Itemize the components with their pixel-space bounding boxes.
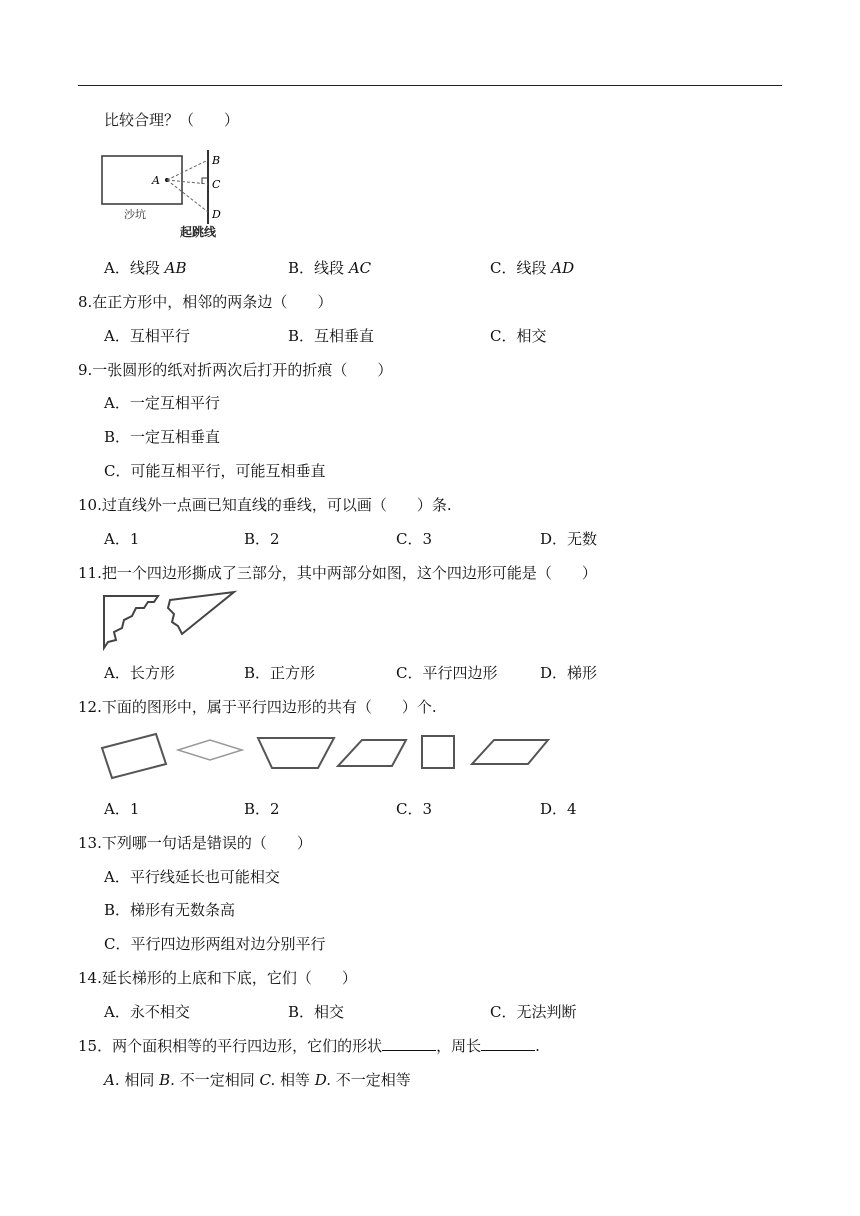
q15-options: A. 相同 B. 不一定相同 C. 相等 D. 不一定相等 [104,1071,411,1089]
shape-square [422,736,454,768]
q7-option-a: A．线段 AB [104,259,187,277]
q7-figure [98,148,228,240]
q8-option-c: C．相交 [490,327,547,345]
header-rule [78,85,782,86]
q15-blank-shape [382,1036,436,1051]
line-label: 起跳线 [180,225,217,239]
q9-stem: 9.一张圆形的纸对折两次后打开的折痕（ ） [78,361,393,379]
q14-option-b: B．相交 [288,1003,345,1021]
q7-stem: 比较合理？（ ） [104,111,240,129]
q11-stem: 11.把一个四边形撕成了三部分，其中两部分如图，这个四边形可能是（ ） [78,564,597,582]
q14-option-c: C．无法判断 [490,1003,577,1021]
q11-option-c: C．平行四边形 [396,664,498,682]
q12-option-c: C．3 [396,800,433,818]
q8-option-a: A．互相平行 [104,327,190,345]
label-c: C [212,178,221,191]
torn-piece-left [104,596,158,648]
q13-stem: 13.下列哪一句话是错误的（ ） [78,834,312,852]
q11-option-d: D．梯形 [540,664,598,682]
q13-option-c: C．平行四边形两组对边分别平行 [104,935,326,953]
q10-option-c: C．3 [396,530,433,548]
q10-option-d: D．无数 [540,530,598,548]
segment-ab [167,160,208,180]
q12-option-d: D．4 [540,800,577,818]
shape-rhombus [178,740,242,760]
segment-ad [167,180,208,212]
shape-trapezoid [258,738,334,768]
q11-figure [100,588,240,652]
q10-option-b: B．2 [244,530,280,548]
label-b: B [212,154,221,167]
shape-parallelogram-2 [472,740,548,764]
q10-option-a: A．1 [104,530,140,548]
torn-piece-right [168,592,234,634]
q9-option-c: C．可能互相平行，可能互相垂直 [104,462,326,480]
shape-tilted-rectangle [102,734,166,778]
q14-option-a: A．永不相交 [104,1003,190,1021]
q15-blank-perimeter [481,1036,535,1051]
q7-option-b: B．线段 AC [288,259,372,277]
q12-option-b: B．2 [244,800,280,818]
pit-label: 沙坑 [124,208,146,221]
q14-stem: 14.延长梯形的上底和下底，它们（ ） [78,969,357,987]
label-a: A [152,174,160,187]
q15-stem: 15．两个面积相等的平行四边形，它们的形状 ，周长 . [78,1037,540,1055]
label-d: D [212,208,221,221]
q8-option-b: B．互相垂直 [288,327,375,345]
q13-option-a: A．平行线延长也可能相交 [104,868,280,886]
shape-parallelogram-1 [338,740,406,766]
q11-option-a: A．长方形 [104,664,175,682]
q9-option-b: B．一定互相垂直 [104,428,221,446]
q12-figure [96,728,556,784]
q8-stem: 8.在正方形中，相邻的两条边（ ） [78,293,333,311]
q13-option-b: B．梯形有无数条高 [104,901,236,919]
q7-option-c: C．线段 AD [490,259,575,277]
q12-stem: 12.下面的图形中，属于平行四边形的共有（ ）个. [78,698,437,716]
q10-stem: 10.过直线外一点画已知直线的垂线，可以画（ ）条. [78,496,452,514]
q11-option-b: B．正方形 [244,664,316,682]
q9-option-a: A．一定互相平行 [104,394,220,412]
q12-option-a: A．1 [104,800,140,818]
